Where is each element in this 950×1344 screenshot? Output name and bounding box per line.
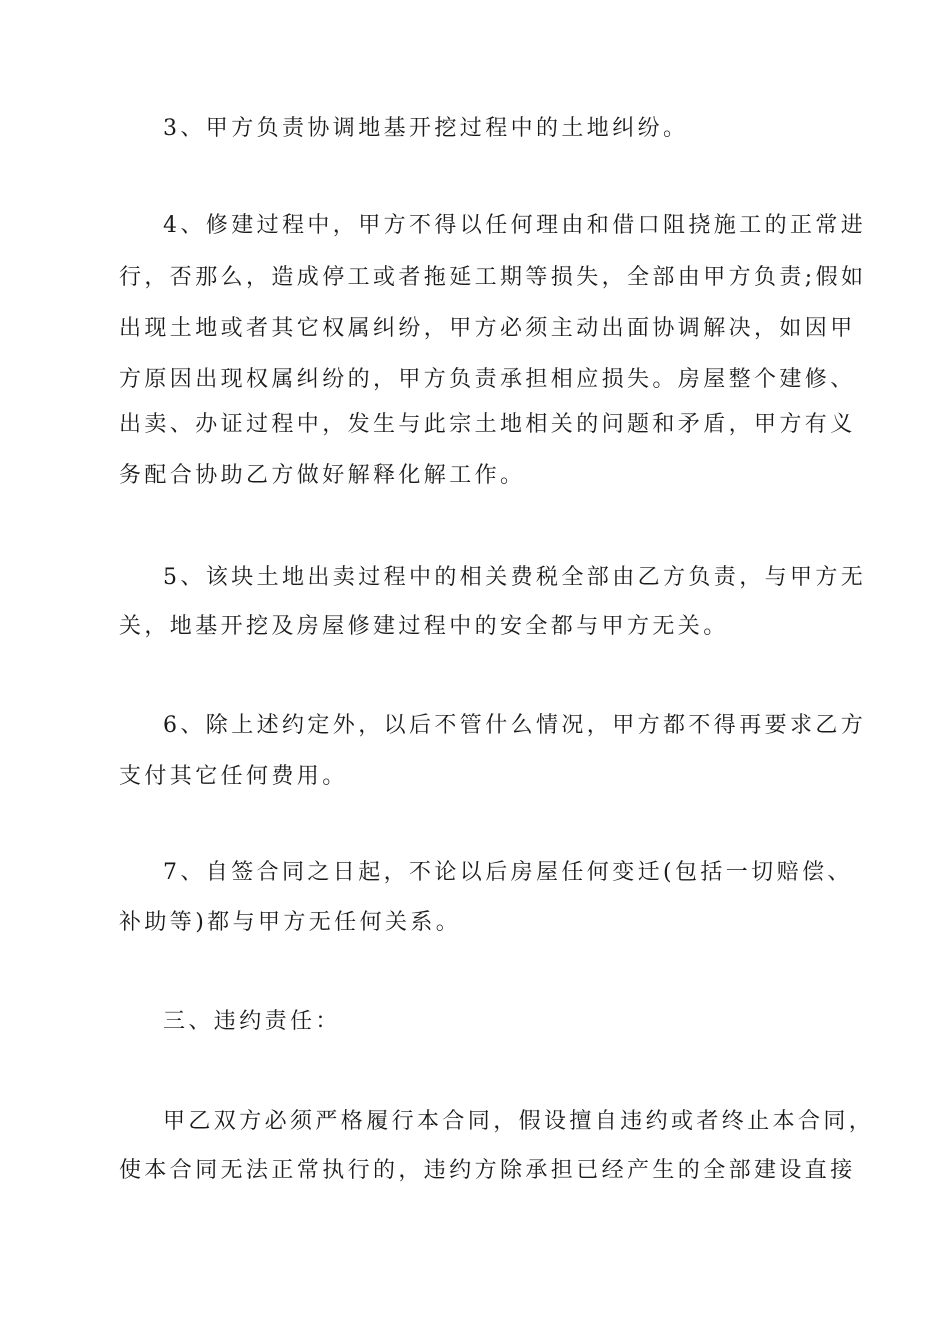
paragraph-7-line-2: 补助等)都与甲方无任何关系。	[119, 910, 462, 935]
breach-paragraph-line-2: 使本合同无法正常执行的，违约方除承担已经产生的全部建设直接	[119, 1158, 856, 1183]
paragraph-7-line-1: 7、自签合同之日起，不论以后房屋任何变迁(包括一切赔偿、	[163, 860, 853, 885]
breach-paragraph-line-1: 甲乙双方必须严格履行本合同，假设擅自违约或者终止本合同，	[163, 1109, 875, 1134]
section-heading-breach: 三、违约责任：	[163, 1009, 341, 1034]
paragraph-5-line-1: 5、该块土地出卖过程中的相关费税全部由乙方负责，与甲方无	[163, 565, 867, 590]
paragraph-3-line-1: 3、甲方负责协调地基开挖过程中的土地纠纷。	[163, 116, 689, 141]
paragraph-4-line-4: 方原因出现权属纠纷的，甲方负责承担相应损失。房屋整个建修、	[119, 367, 856, 392]
paragraph-4-line-1: 4、修建过程中，甲方不得以任何理由和借口阻挠施工的正常进	[163, 213, 867, 238]
paragraph-4-line-2: 行，否那么，造成停工或者拖延工期等损失，全部由甲方负责;假如	[119, 265, 867, 290]
paragraph-5-line-2: 关，地基开挖及房屋修建过程中的安全都与甲方无关。	[119, 614, 729, 639]
paragraph-6-line-1: 6、除上述约定外，以后不管什么情况，甲方都不得再要求乙方	[163, 713, 867, 738]
paragraph-4-line-5: 出卖、办证过程中，发生与此宗土地相关的问题和矛盾，甲方有义	[119, 412, 856, 437]
paragraph-6-line-2: 支付其它任何费用。	[119, 764, 348, 789]
paragraph-4-line-3: 出现土地或者其它权属纠纷，甲方必须主动出面协调解决，如因甲	[119, 316, 856, 341]
paragraph-4-line-6: 务配合协助乙方做好解释化解工作。	[119, 463, 526, 488]
